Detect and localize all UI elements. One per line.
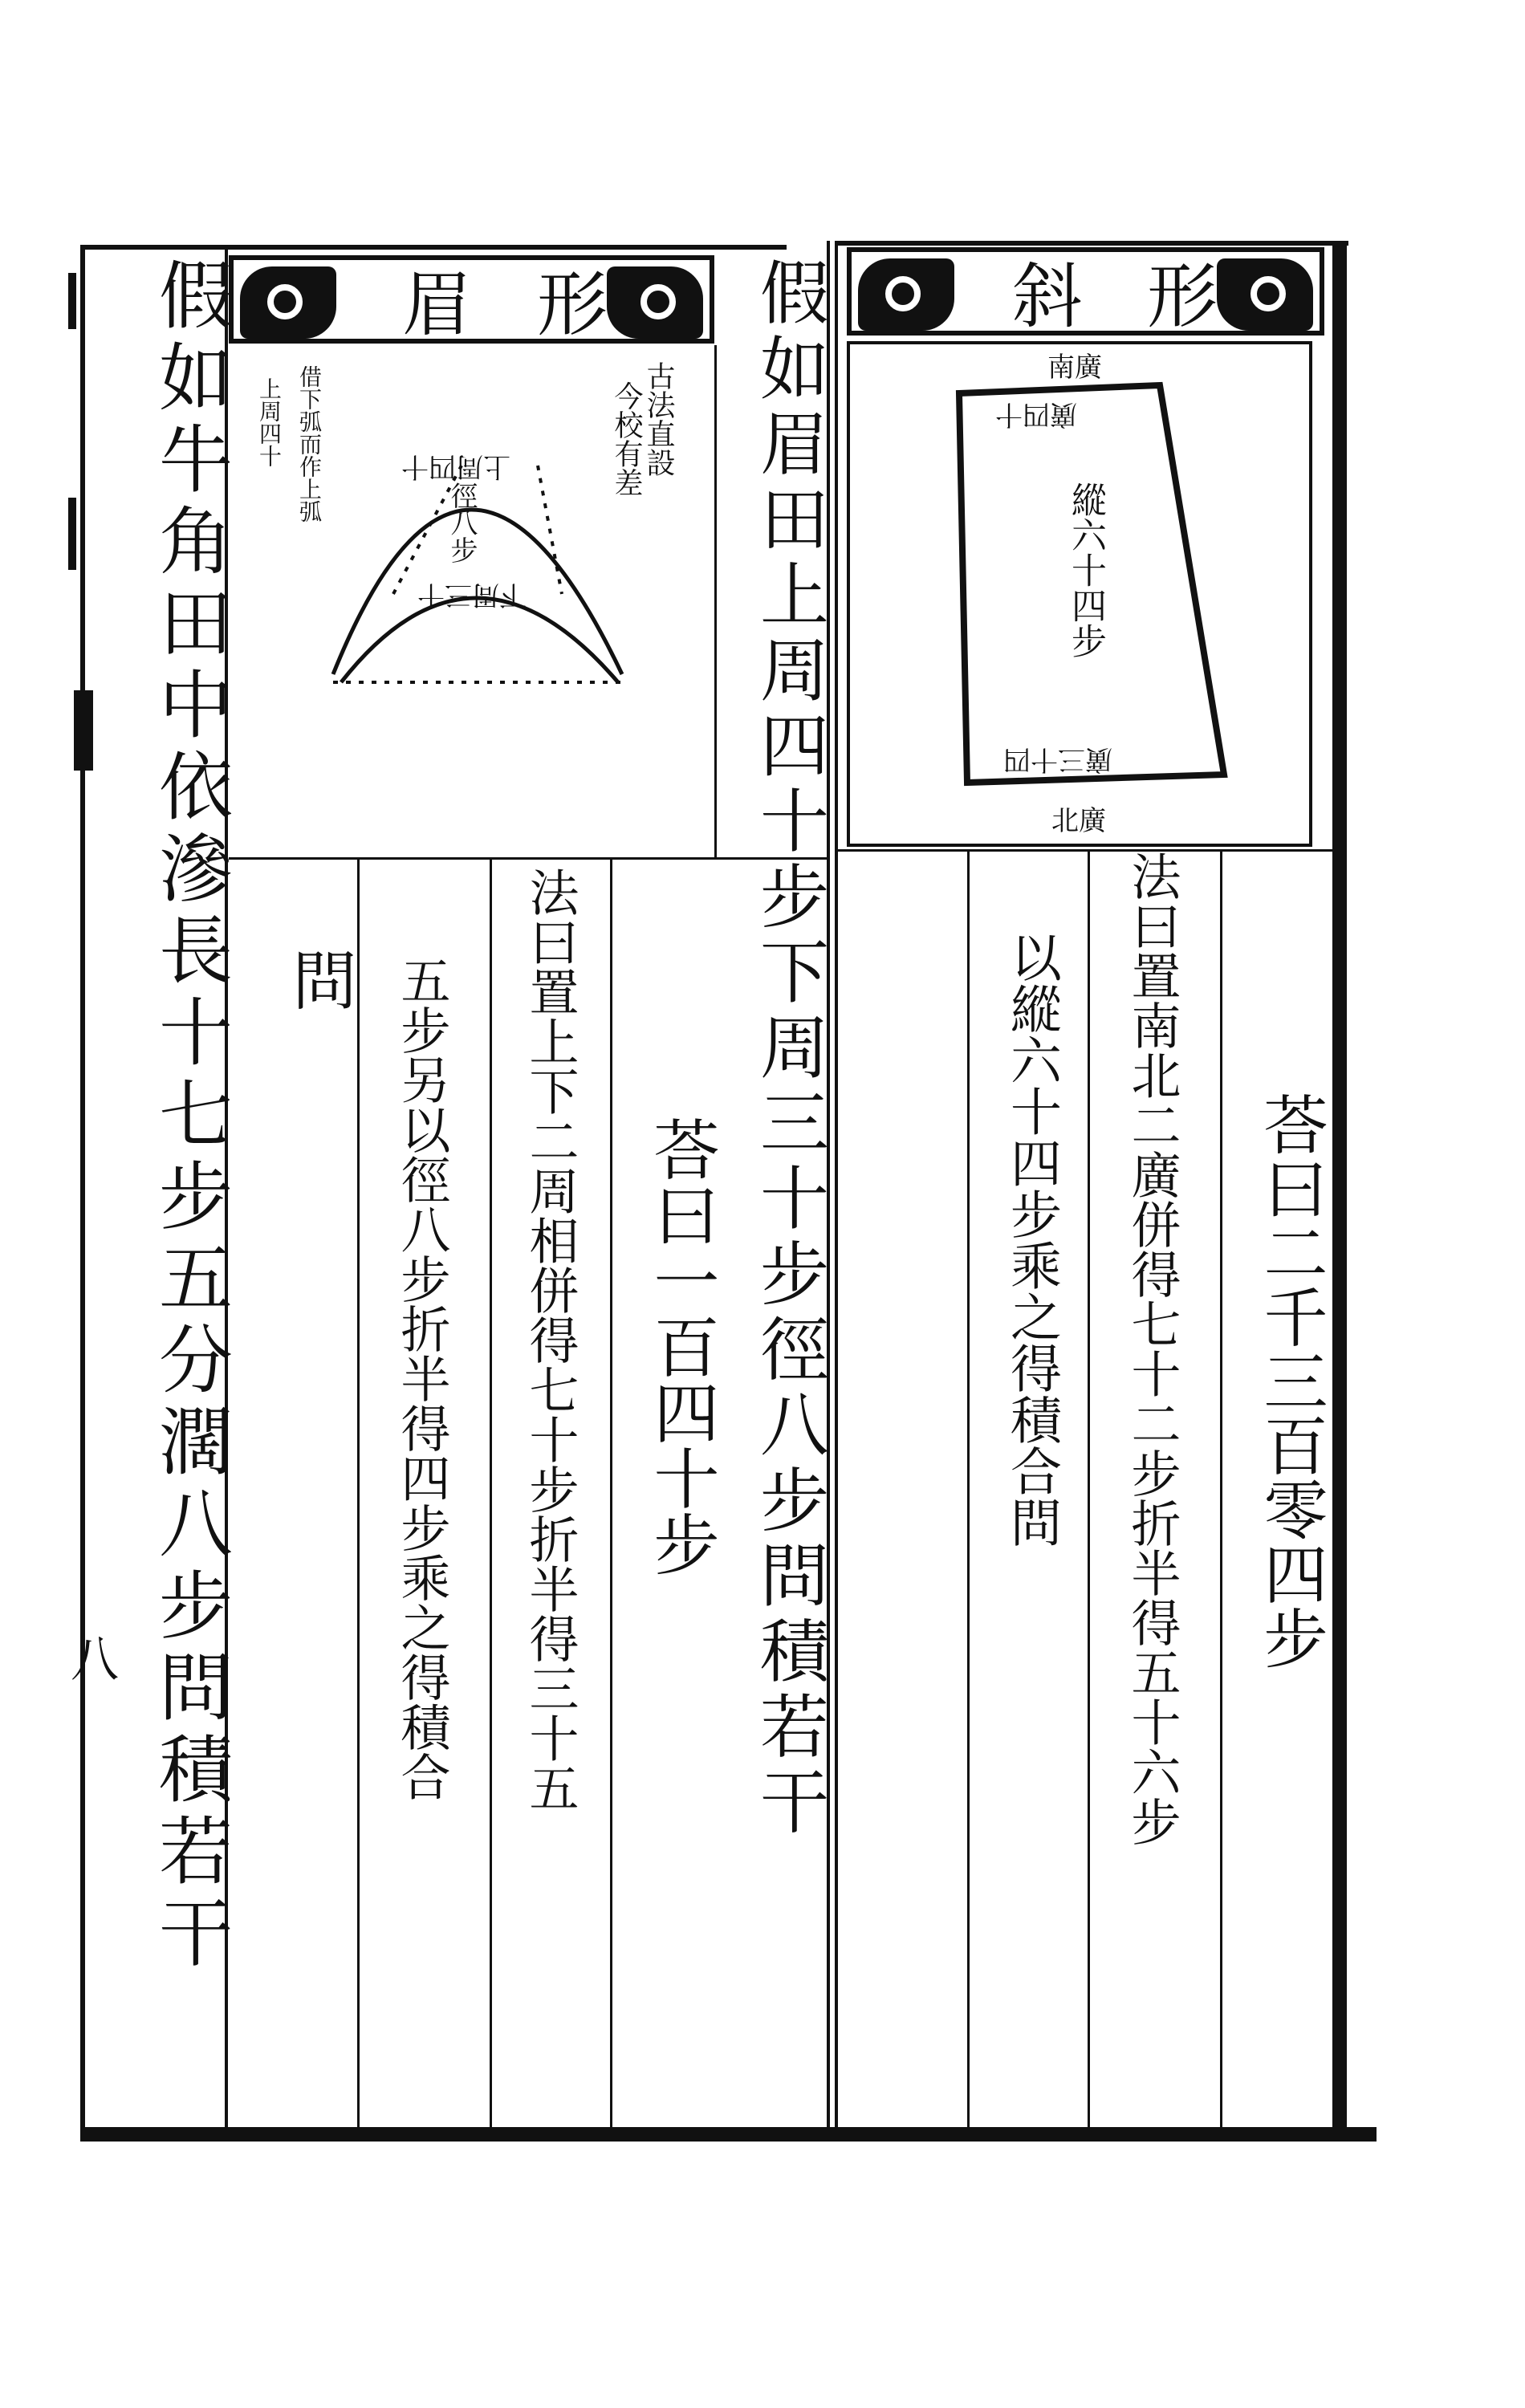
right-question-text: 假如眉田上周四十步下周三十步徑八步問積若干: [748, 257, 828, 1841]
margin-tick-1: [68, 273, 76, 329]
left-ask-text: 問: [282, 947, 356, 1011]
diagram-note-right: [642, 361, 674, 477]
left-panel-title: 眉形: [402, 263, 673, 346]
left-body-top-rule: [229, 857, 827, 860]
right-answer-text: 荅曰二千三百零四步: [1253, 1092, 1328, 1670]
left-question-text: 假如牛角田中依滲長十七步五分濶八步問積若干: [147, 257, 233, 1976]
left-title-bar: [229, 255, 714, 344]
right-title-bar: [847, 247, 1324, 336]
scroll-ornament-icon: [240, 266, 336, 339]
note-arc-combined: 上周四十: [256, 377, 283, 467]
margin-tick-2: [68, 498, 76, 570]
diagram-note-right-2: [610, 381, 642, 497]
length-label: 縱六十四步: [1065, 482, 1106, 658]
south-width-label: 南廣: [1047, 352, 1102, 384]
diameter-right-dotted: [538, 466, 562, 594]
margin-black-block: [74, 690, 93, 771]
diagram-note-left: [297, 365, 321, 523]
scroll-ornament-icon: [858, 258, 954, 331]
right-method-text: 法曰置南北二廣併得七十二步折半得五十六步: [1123, 851, 1181, 1846]
right-col-line-1: [967, 851, 970, 2127]
right-question-divider: [835, 241, 838, 2131]
upper-perimeter-label: 上周四十: [401, 450, 510, 482]
left-col-line-3: [610, 859, 612, 2127]
left-method-text: 法曰置上下二周相併得七十步折半得三十五: [521, 867, 580, 1812]
diagram-note-left-2: [257, 377, 281, 467]
fold-mark: 八: [71, 1632, 119, 1688]
note-borrow-arc: 借下弧而作上弧: [296, 365, 323, 523]
diameter-label: 徑八步: [445, 482, 478, 563]
top-width-label: 廣四十: [995, 398, 1077, 430]
bottom-width-label: 廣三十四: [1003, 743, 1112, 775]
note-current-revision: 今校有差: [610, 381, 643, 497]
right-col-line-3: [1220, 851, 1222, 2127]
frame-left: [80, 245, 85, 2135]
right-panel-title: 斜形: [1012, 255, 1283, 338]
left-method-continuation: 五步另以徑八步折半得四步乘之得積合: [392, 955, 451, 1801]
frame-bottom: [80, 2127, 1377, 2142]
note-ancient-method: 古法直設: [642, 361, 675, 477]
lower-perimeter-label: 下周三十: [417, 579, 527, 611]
right-col-line-2: [1088, 851, 1090, 2127]
left-col-line-2: [490, 859, 492, 2127]
north-width-label: 北廣: [1051, 805, 1106, 837]
left-answer-text: 荅曰一百四十步: [643, 1116, 719, 1576]
left-col-line-1: [357, 859, 360, 2127]
right-method-continuation: 以縱六十四步乘之得積合問: [1002, 931, 1061, 1548]
right-body-top-rule: [838, 849, 1336, 852]
